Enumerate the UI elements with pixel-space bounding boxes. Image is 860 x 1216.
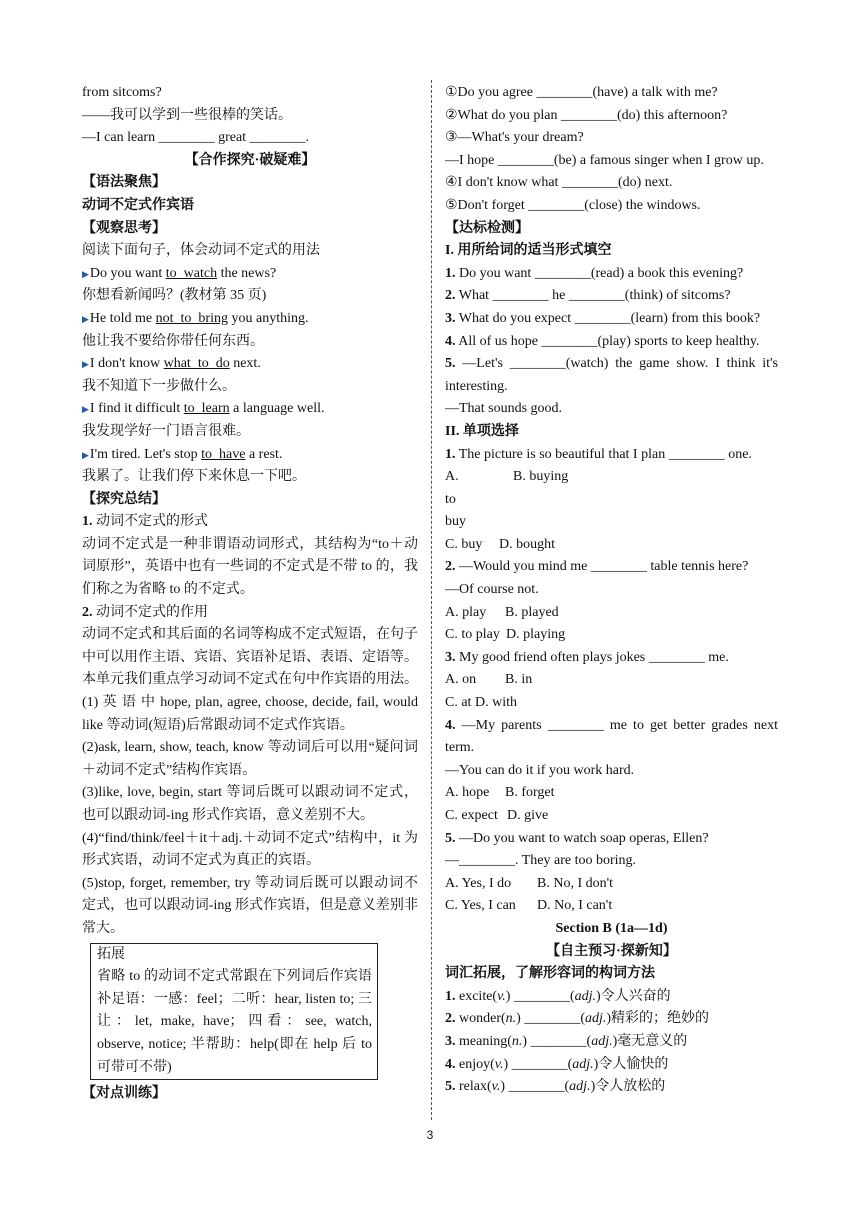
vocab-item: 4. enjoy(v.) ________(adj.)令人愉快的 xyxy=(445,1056,669,1072)
arrow-icon: ▶ xyxy=(82,359,89,370)
mc-options xyxy=(445,692,778,715)
arrow-icon: ▶ xyxy=(82,268,89,279)
example-list xyxy=(82,263,418,489)
grammar-rule: (1) 英 语 中 hope, plan, agree, choose, decide, fail, would like 等动词(短语)后常跟动词不定式作宾语。 xyxy=(82,695,418,733)
summary-heading: 【探究总结】 xyxy=(82,491,166,507)
summary-point-title: 1. 动词不定式的形式 xyxy=(82,514,208,530)
mc-question-line: —________. They are too boring. xyxy=(445,853,637,869)
mc-options xyxy=(445,873,778,896)
example-translation: 他让我不要给你带任何东西。 xyxy=(82,333,264,349)
mc-options xyxy=(445,624,778,647)
observe-heading: 【观察思考】 xyxy=(82,220,166,236)
option-c: C. to play xyxy=(445,627,500,643)
mc-options xyxy=(445,669,778,692)
arrow-icon: ▶ xyxy=(82,449,89,460)
example-sentence: ▶Do you want to watch the news? xyxy=(82,265,277,281)
grammar-rule: (3)like, love, begin, start 等词后既可以跟动词不定式，也可以跟动词-ing 形式作宾语，意义差别不大。 xyxy=(82,785,418,823)
mc-options: A. to buy B. buying xyxy=(445,466,778,534)
mc-question: 1. The picture is so beautiful that I plan ________ one. xyxy=(445,446,752,462)
practice-item: ⑤Don't forget ________(close) the windows. xyxy=(445,197,701,213)
option-c: C. expect xyxy=(445,808,498,823)
page-number: 3 xyxy=(426,1128,434,1142)
coop-heading: 【合作探究·破疑难】 xyxy=(184,152,316,168)
fill-question: 2. What ________ he ________(think) of sitcoms? xyxy=(445,288,731,304)
grammar-rule: (4)“find/think/feel＋it＋adj.＋动词不定式”结构中，it 为形式宾语，动词不定式为真正的宾语。 xyxy=(82,830,418,869)
option-a: A. play xyxy=(445,604,487,620)
option-a: A. Yes, I do xyxy=(445,875,512,891)
vocab-item: 2. wonder(n.) ________(adj.)精彩的；绝妙的 xyxy=(445,1011,710,1027)
practice-item: ②What do you plan ________(do) this afternoon? xyxy=(445,107,728,123)
mc-question: 3. My good friend often plays jokes ________ me. xyxy=(445,649,729,665)
summary-point-body: 动词不定式是一种非谓语动词形式，其结构为“to＋动词原形”，英语中也有一些词的不定式是不带 to 的，我们称之为省略 to 的不定式。 xyxy=(82,536,418,598)
intro-line: from sitcoms? xyxy=(82,85,162,100)
mc-question: 4. —My parents ________ me to get better grades next term. xyxy=(445,717,779,756)
fill-question-tail: —That sounds good. xyxy=(445,401,563,417)
vocab-item: 3. meaning(n.) ________(adj.)毫无意义的 xyxy=(445,1033,688,1049)
extension-title: 拓展 xyxy=(97,946,125,962)
example-translation: 你想看新闻吗？(教材第 35 页) xyxy=(82,288,267,304)
right-column xyxy=(445,82,778,1099)
left-column xyxy=(82,82,418,1106)
option-d: D. with xyxy=(475,695,517,711)
mc-question-line: —Of course not. xyxy=(445,582,539,598)
arrow-icon: ▶ xyxy=(82,404,89,415)
vocab-item: 5. relax(v.) ________(adj.)令人放松的 xyxy=(445,1079,666,1095)
example-translation: 我累了。让我们停下来休息一下吧。 xyxy=(82,469,306,485)
practice-heading: 【对点训练】 xyxy=(82,1086,166,1102)
mc-options xyxy=(445,782,778,805)
fill-question: 4. All of us hope ________(play) sports to keep healthy. xyxy=(445,333,760,349)
mc-options xyxy=(445,805,778,828)
practice-item: —I hope ________(be) a famous singer when I grow up. xyxy=(445,152,764,168)
option-c: C. buy xyxy=(445,536,483,552)
fill-question: 3. What do you expect ________(learn) from this book? xyxy=(445,310,761,326)
option-a: A. on xyxy=(445,672,477,688)
extension-body: 省略 to 的动词不定式常跟在下列词后作宾语补足语：一感：feel；二听：hear, listen to; 三让：let, make, have；四看：see, watch, observe, notice; 半帮助：help(即在 help 后 to 可带可不带) xyxy=(97,969,372,1075)
example-translation: 我发现学好一门语言很难。 xyxy=(82,423,250,439)
fill-question: 1. Do you want ________(read) a book this evening? xyxy=(445,265,744,281)
mc-options xyxy=(445,895,778,918)
fill-question: 5. —Let's ________(watch) the game show. I think it's interesting. xyxy=(445,356,779,394)
option-a: A. hope xyxy=(445,785,490,801)
option-b: B. played xyxy=(505,604,559,620)
option-d: D. give xyxy=(507,808,549,823)
extension-box xyxy=(90,943,378,1081)
part1-title: I. 用所给词的适当形式填空 xyxy=(445,243,612,259)
option-c: C. Yes, I can xyxy=(445,898,516,914)
option-d: D. No, I can't xyxy=(537,898,613,914)
mc-options xyxy=(445,602,778,625)
example-translation: 我不知道下一步做什么。 xyxy=(82,378,236,394)
grammar-rule: (2)ask, learn, show, teach, know 等动词后可以用“疑问词＋动词不定式”结构作宾语。 xyxy=(82,740,418,778)
test-heading: 【达标检测】 xyxy=(445,220,529,236)
column-divider xyxy=(431,80,432,1120)
preview-heading: 【自主预习·探新知】 xyxy=(546,943,677,959)
intro-line: —I can learn ________ great ________. xyxy=(82,130,310,146)
summary-point-body: 动词不定式和其后面的名词等构成不定式短语，在句子中可以用作主语、宾语、宾语补足语、表语、定语等。本单元我们重点学习动词不定式在句中作宾语的用法。 xyxy=(82,627,418,688)
option-b: B. forget xyxy=(505,785,555,801)
practice-item: ④I don't know what ________(do) next. xyxy=(445,175,673,191)
mc-options xyxy=(445,534,778,557)
grammar-rule: (5)stop, forget, remember, try 等动词后既可以跟动词不定式，也可以跟动词-ing 形式作宾语，但是意义差别非常大。 xyxy=(82,875,418,936)
option-c: C. at xyxy=(445,695,472,711)
example-sentence: ▶I'm tired. Let's stop to have a rest. xyxy=(82,446,283,462)
grammar-topic: 动词不定式作宾语 xyxy=(82,197,194,213)
grammar-focus-heading: 【语法聚焦】 xyxy=(82,175,166,191)
example-sentence: ▶I find it difficult to learn a language well. xyxy=(82,401,325,417)
arrow-icon: ▶ xyxy=(82,313,89,324)
mc-question: 5. —Do you want to watch soap operas, Ellen? xyxy=(445,830,709,846)
intro-line: ——我可以学到一些很棒的笑话。 xyxy=(82,107,292,123)
part2-title: II. 单项选择 xyxy=(445,423,519,439)
option-b: B. buying xyxy=(513,469,569,485)
observe-intro: 阅读下面句子，体会动词不定式的用法 xyxy=(82,243,320,259)
summary-point-title: 2. 动词不定式的作用 xyxy=(82,604,208,620)
option-b: B. in xyxy=(505,672,533,688)
option-d: D. playing xyxy=(506,627,566,643)
practice-item: ①Do you agree ________(have) a talk with me? xyxy=(445,85,718,100)
mc-question-line: —You can do it if you work hard. xyxy=(445,762,635,778)
vocab-intro: 词汇拓展，了解形容词的构词方法 xyxy=(445,966,655,982)
option-d: D. bought xyxy=(499,536,555,552)
practice-item: ③—What's your dream? xyxy=(445,130,584,146)
section-title: Section B (1a—1d) xyxy=(555,920,668,936)
example-sentence: ▶I don't know what to do next. xyxy=(82,356,261,372)
vocab-item: 1. excite(v.) ________(adj.)令人兴奋的 xyxy=(445,988,671,1004)
mc-question: 2. —Would you mind me ________ table tennis here? xyxy=(445,559,749,575)
example-sentence: ▶He told me not to bring you anything. xyxy=(82,310,309,326)
option-b: B. No, I don't xyxy=(537,875,614,891)
